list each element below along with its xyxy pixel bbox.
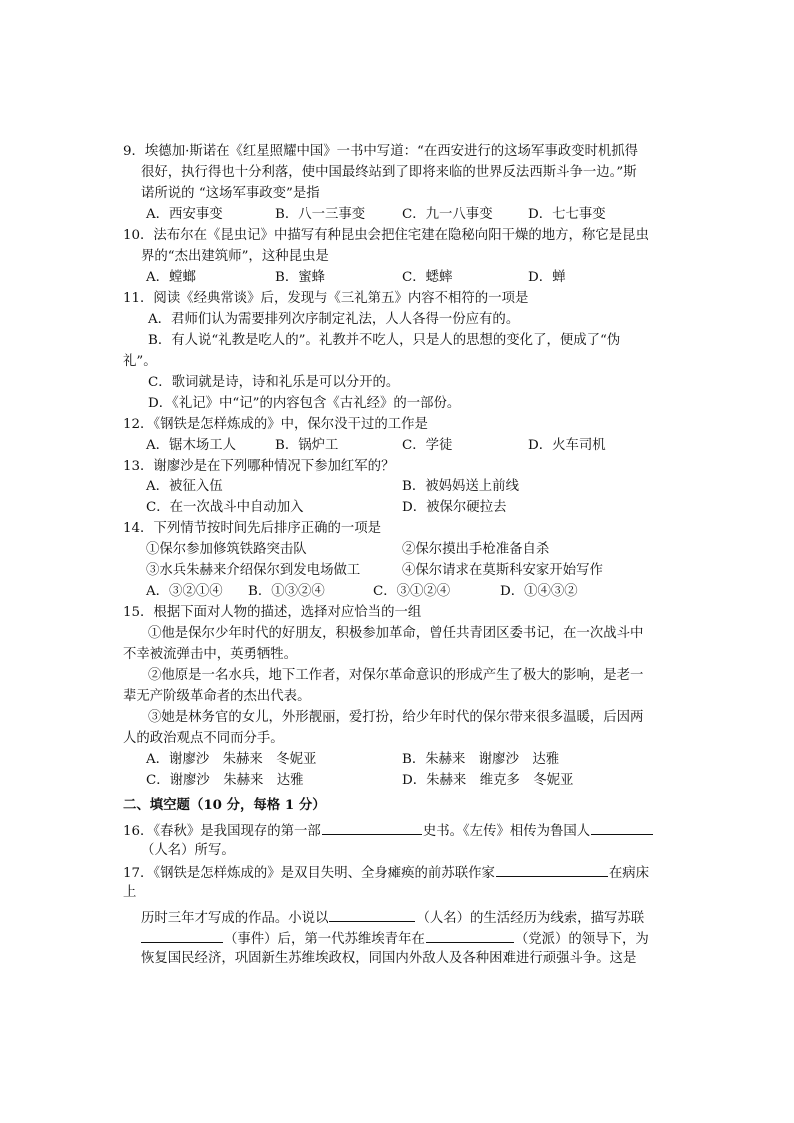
q14-item-1: ①保尔参加修筑铁路突击队: [146, 542, 307, 557]
q17-blank-party[interactable]: [426, 928, 514, 943]
q14-line-1: 14．下列情节按时间先后排序正确的一项是: [123, 521, 382, 536]
q13-option-d: D．被保尔硬拉去: [402, 500, 507, 515]
q9-line-2: 很好，执行得也十分利落，使中国最终站到了即将来临的世界反法西斯斗争一边。”斯: [141, 165, 637, 180]
q16-text-a: 16．《春秋》是我国现存的第一部: [123, 824, 321, 839]
q14-option-a: A．③②①④: [146, 584, 223, 599]
q13-option-b: B．被妈妈送上前线: [402, 479, 519, 494]
q11-option-b-line-2: 礼”。: [123, 354, 157, 369]
q16-text-b: 史书。《左传》相传为鲁国人: [422, 824, 591, 839]
q11-option-d: D．《礼记》中“记”的内容包含《古礼经》的一部份。: [148, 396, 461, 411]
q13-option-a: A．被征入伍: [146, 479, 223, 494]
q17-line-4: [141, 928, 649, 950]
q12-option-b: B．锅炉工: [275, 438, 339, 453]
q17-line-2: 上: [123, 885, 137, 900]
q17-blank-person[interactable]: [329, 907, 415, 922]
q15-option-c: C．谢廖沙 朱赫来 达雅: [146, 773, 304, 788]
q14-item-4: ④保尔请求在莫斯科安家开始写作: [402, 563, 603, 578]
q17-text-b: 在病床: [608, 866, 650, 881]
q9-line-3: 诺所说的 “这场军事政变”是指: [141, 186, 320, 201]
q16-line-1: [123, 820, 654, 842]
q14-item-2: ②保尔摸出手枪准备自杀: [402, 542, 550, 557]
q10-option-c: C．蟋蟀: [402, 270, 453, 285]
q15-desc-1-line-2: 不幸被流弹击中，英勇牺牲。: [123, 647, 298, 662]
q15-desc-3-line-2: 人的政治观点不同而分手。: [123, 731, 284, 746]
q11-option-b-line-1: B．有人说“礼教是吃人的”。礼教并不吃人，只是人的思想的变化了，便成了“伪: [148, 333, 621, 348]
q15-option-a: A．谢廖沙 朱赫来 冬妮亚: [146, 752, 317, 767]
q9-option-c: C．九一八事变: [402, 207, 493, 222]
q17-text-d: 历时三年才写成的作品。小说以: [141, 911, 329, 926]
q15-option-b: B．朱赫来 谢廖沙 达雅: [402, 752, 560, 767]
q11-line-1: 11．阅读《经典常谈》后，发现与《三礼第五》内容不相符的一项是: [123, 291, 529, 306]
q9-option-d: D．七七事变: [528, 207, 606, 222]
q16-blank-1[interactable]: [322, 820, 422, 835]
q17-text-f: （事件）后，第一代苏维埃青年在: [224, 932, 425, 947]
q15-option-d: D．朱赫来 维克多 冬妮亚: [402, 773, 574, 788]
q13-option-c: C．在一次战斗中自动加入: [146, 500, 304, 515]
q15-desc-1-line-1: ①他是保尔少年时代的好朋友，积极参加革命，曾任共青团区委书记，在一次战斗中: [148, 626, 644, 641]
q9-line-1: 9．埃德加·斯诺在《红星照耀中国》一书中写道：“在西安进行的这场军事政变时机抓得: [123, 144, 639, 159]
q15-line-1: 15．根据下面对人物的描述，选择对应恰当的一组: [123, 605, 422, 620]
q9-option-b: B．八一三事变: [275, 207, 366, 222]
q12-option-c: C．学徒: [402, 438, 453, 453]
q10-option-b: B．蜜蜂: [275, 270, 326, 285]
q17-line-3: [141, 907, 644, 929]
q14-option-d: D．①④③②: [500, 584, 578, 599]
q9-option-a: A．西安事变: [146, 207, 223, 222]
q16-line-2: （人名）所写。: [141, 843, 235, 858]
q15-desc-2-line-1: ②他原是一名水兵，地下工作者，对保尔革命意识的形成产生了极大的影响，是老一: [148, 668, 644, 683]
q10-line-1: 10．法布尔在《昆虫记》中描写有种昆虫会把住宅建在隐秘向阳干燥的地方，称它是昆虫: [123, 228, 649, 243]
q10-option-a: A．螳螂: [146, 270, 196, 285]
q12-option-a: A．锯木场工人: [146, 438, 237, 453]
q17-text-e: （人名）的生活经历为线索，描写苏联: [416, 911, 645, 926]
q15-desc-2-line-2: 辈无产阶级革命者的杰出代表。: [123, 689, 311, 704]
q13-line-1: 13．谢廖沙是在下列哪种情况下参加红军的？: [123, 459, 395, 474]
q11-option-c: C．歌词就是诗，诗和礼乐是可以分开的。: [148, 375, 400, 390]
q17-blank-event[interactable]: [141, 928, 223, 943]
q10-option-d: D．蝉: [528, 270, 566, 285]
q15-desc-3-line-1: ③她是林务官的女儿，外形靓丽，爱打扮，给少年时代的保尔带来很多温暖，后因两: [148, 710, 644, 725]
q17-text-g: （党派）的领导下，为: [514, 932, 649, 947]
q17-blank-author[interactable]: [496, 862, 608, 877]
q16-blank-2[interactable]: [591, 820, 653, 835]
q12-option-d: D．火车司机: [528, 438, 606, 453]
q14-option-b: B．①③②④: [248, 584, 325, 599]
q12-line-1: 12．《钢铁是怎样炼成的》中，保尔没干过的工作是: [123, 417, 428, 432]
q14-item-3: ③水兵朱赫来介绍保尔到发电场做工: [146, 563, 361, 578]
q11-option-a: A．君师们认为需要排列次序制定礼法，人人各得一份应有的。: [148, 312, 520, 327]
q17-line-1: [123, 862, 649, 884]
q17-text-a: 17．《钢铁是怎样炼成的》是双目失明、全身瘫痪的前苏联作家: [123, 866, 495, 881]
q10-line-2: 界的“杰出建筑师”，这种昆虫是: [141, 249, 329, 264]
q14-option-c: C．③①②④: [373, 584, 451, 599]
section-2-title: 二、填空题（10 分，每格 1 分）: [123, 797, 326, 813]
q17-line-5: 恢复国民经济，巩固新生苏维埃政权，同国内外敌人及各种困难进行顽强斗争。这是: [141, 951, 637, 966]
